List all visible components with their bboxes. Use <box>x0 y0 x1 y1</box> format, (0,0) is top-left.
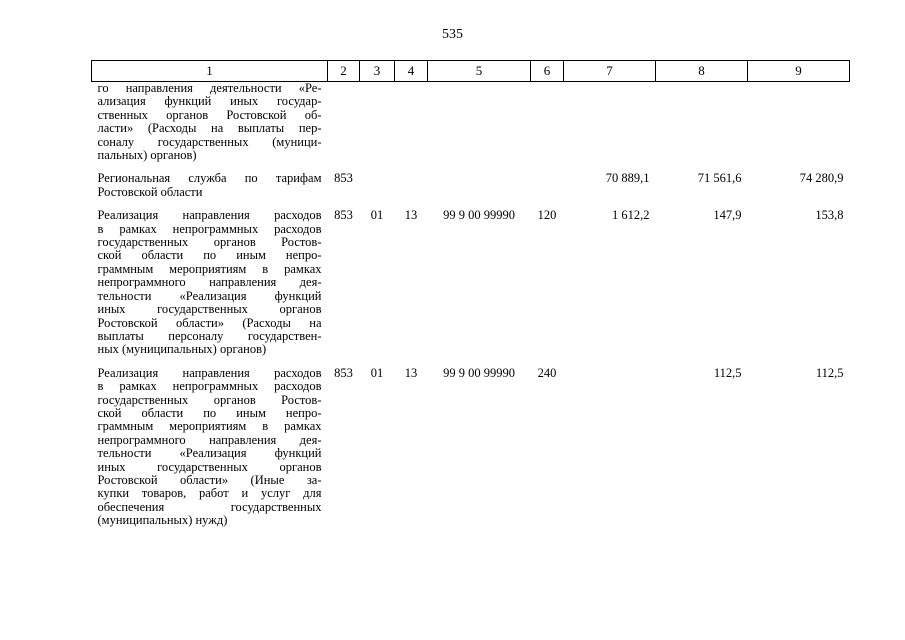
cell-ministry: 853 <box>334 208 353 223</box>
row-name-cell <box>92 82 328 163</box>
header-cell: 8 <box>656 61 748 82</box>
cell-amount-2: 71 561,6 <box>697 171 742 186</box>
cell-amount-2: 147,9 <box>713 208 742 223</box>
row-name-cell <box>92 367 328 528</box>
row-name-cell <box>92 209 328 356</box>
name-line: Реализация направления расходов <box>97 365 322 380</box>
cell-expense-type <box>531 82 564 163</box>
table-body <box>92 82 850 528</box>
name-line: выплаты персоналу государствен- <box>97 328 322 343</box>
cell-section: 01 <box>370 365 384 380</box>
name-line: ской области по иным непро- <box>97 405 322 420</box>
name-line: пальных) органов) <box>97 148 197 163</box>
header-cell: 5 <box>428 61 531 82</box>
name-line: ственных органов Ростовской об- <box>97 107 322 122</box>
cell-amount-1: 70 889,1 <box>605 171 650 186</box>
cell-amount-1: 1 612,2 <box>612 208 650 223</box>
cell-ministry: 853 <box>334 171 353 186</box>
cell-section <box>360 82 395 163</box>
cell-target-code <box>428 172 531 199</box>
cell-expense-type: 240 <box>537 365 557 380</box>
name-line: купки товаров, работ и услуг для <box>97 486 322 501</box>
cell-amount-2 <box>656 82 748 163</box>
header-cell: 6 <box>531 61 564 82</box>
name-line: Ростовской области» (Расходы на <box>97 315 322 330</box>
cell-amount-1 <box>564 367 656 528</box>
header-cell: 9 <box>748 61 850 82</box>
name-line: обеспечения государственных <box>97 499 322 514</box>
page-number: 535 <box>442 27 463 42</box>
name-line: непрограммного направления дея- <box>97 432 322 447</box>
name-line: тельности «Реализация функций <box>97 446 322 461</box>
name-line: ской области по иным непро- <box>97 248 322 263</box>
name-line: тельности «Реализация функций <box>97 288 322 303</box>
cell-subsection: 13 <box>404 365 418 380</box>
name-line: ласти» (Расходы на выплаты пер- <box>97 121 322 136</box>
name-line: государственных органов Ростов- <box>97 235 322 250</box>
name-line: государственных органов Ростов- <box>97 392 322 407</box>
name-line: иных государственных органов <box>97 459 322 474</box>
cell-section: 01 <box>370 208 384 223</box>
name-line: Ростовской области <box>97 184 203 199</box>
name-line: непрограммного направления дея- <box>97 275 322 290</box>
cell-section <box>360 172 395 199</box>
name-line: ных (муниципальных) органов) <box>97 342 267 357</box>
name-line: Реализация направления расходов <box>97 208 322 223</box>
cell-amount-1 <box>564 82 656 163</box>
cell-subsection <box>395 172 428 199</box>
cell-amount-2: 112,5 <box>713 365 742 380</box>
cell-subsection <box>395 82 428 163</box>
header-cell: 2 <box>328 61 360 82</box>
name-line: в рамках непрограммных расходов <box>97 221 322 236</box>
name-line: граммным мероприятиям в рамках <box>97 261 322 276</box>
budget-table-container <box>91 60 849 528</box>
name-line: го направления деятельности «Ре- <box>97 81 322 95</box>
header-cell: 7 <box>564 61 656 82</box>
table-row <box>92 172 850 199</box>
header-cell: 4 <box>395 61 428 82</box>
header-cell: 1 <box>92 61 328 82</box>
name-line: иных государственных органов <box>97 302 322 317</box>
name-line: ализация функций иных государ- <box>97 94 322 109</box>
row-name-cell <box>92 172 328 199</box>
cell-expense-type: 120 <box>537 208 557 223</box>
name-line: Региональная служба по тарифам <box>97 171 322 186</box>
name-line: в рамках непрограммных расходов <box>97 379 322 394</box>
cell-amount-3: 153,8 <box>815 208 844 223</box>
table-row <box>92 209 850 356</box>
cell-amount-3: 74 280,9 <box>799 171 844 186</box>
cell-amount-3: 112,5 <box>815 365 844 380</box>
name-line: Ростовской области» (Иные за- <box>97 472 322 487</box>
cell-target-code: 99 9 00 99990 <box>443 208 515 223</box>
header-row <box>92 61 850 82</box>
name-line: соналу государственных (муници- <box>97 134 322 149</box>
cell-target-code: 99 9 00 99990 <box>443 365 515 380</box>
header-cell: 3 <box>360 61 395 82</box>
cell-target-code <box>428 82 531 163</box>
cell-expense-type <box>531 172 564 199</box>
table-row <box>92 82 850 163</box>
cell-subsection: 13 <box>404 208 418 223</box>
cell-ministry <box>328 82 360 163</box>
name-line: граммным мероприятиям в рамках <box>97 419 322 434</box>
budget-table <box>91 60 850 528</box>
cell-amount-3 <box>748 82 850 163</box>
table-row <box>92 367 850 528</box>
cell-ministry: 853 <box>334 365 353 380</box>
name-line: (муниципальных) нужд) <box>97 513 228 528</box>
